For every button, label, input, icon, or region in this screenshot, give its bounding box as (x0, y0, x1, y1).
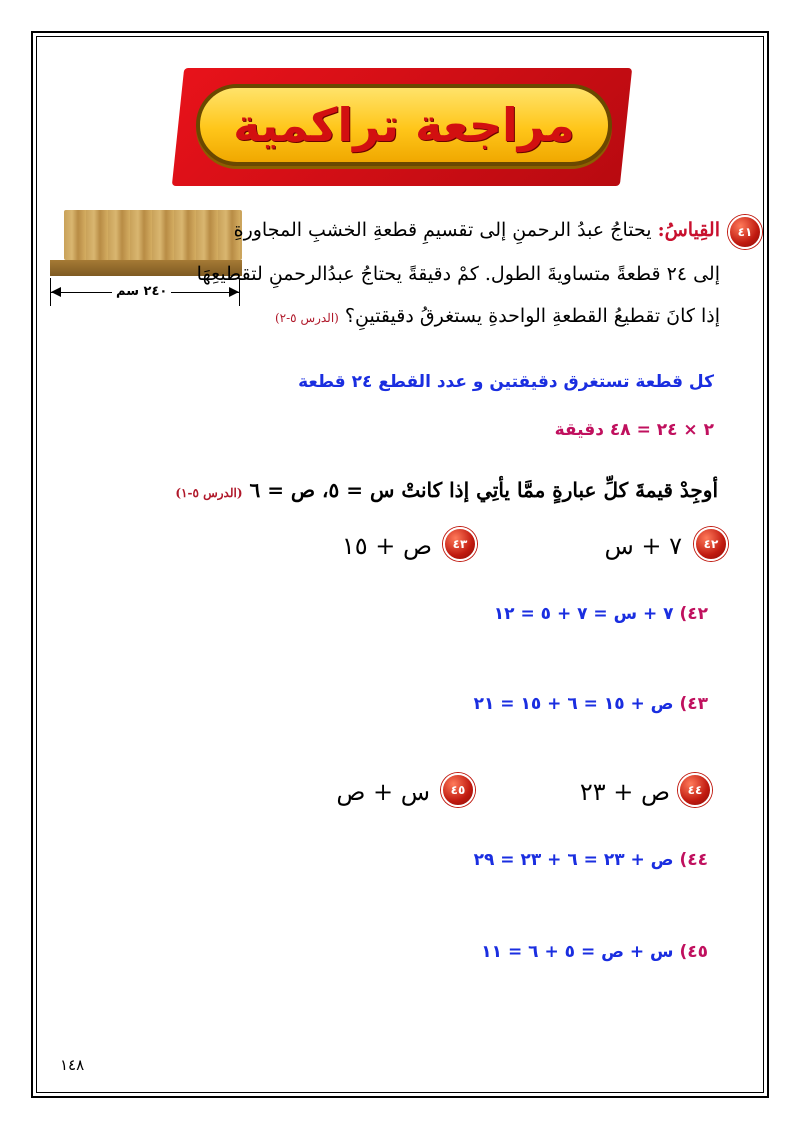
exercise-43-badge: ٤٣ (443, 527, 477, 561)
section-instruction: أوجِدْ قيمةَ كلِّ عبارةٍ ممَّا يأتِي إذا كانتْ س = ٥، ص = ٦ (الدرس ٥-١) (175, 478, 718, 502)
exercise-42-badge: ٤٢ (694, 527, 728, 561)
wood-board-top (64, 210, 242, 260)
exercise-42-expression: ٧ + س (604, 532, 682, 560)
exercise-44-badge: ٤٤ (678, 773, 712, 807)
answer-43: ٤٣) ص + ١٥ = ٦ + ١٥ = ٢١ (473, 694, 708, 714)
section-reference: (الدرس ٥-١) (175, 486, 243, 500)
problem-41-line-2: إلى ٢٤ قطعةً متساويةَ الطول. كمْ دقيقةً يحتاجُ عبدُالرحمنِ لتقطيعِهَا (196, 263, 720, 285)
answer-42: ٤٢) ٧ + س = ٧ + ٥ = ١٢ (493, 604, 708, 624)
problem-41-line-3: إذا كانَ تقطيعُ القطعةِ الواحدةِ يستغرقُ دقيقتينِ؟ (الدرس ٥-٢) (274, 305, 720, 327)
problem-41-badge: ٤١ (728, 215, 762, 249)
answer-41-line-2: ٢ × ٢٤ = ٤٨ دقيقة (554, 420, 714, 440)
board-length-label: ٢٤٠ سم (112, 284, 171, 300)
page-border-inner (36, 36, 764, 1093)
title-banner (196, 84, 612, 166)
problem-41-line-1: القِياسُ: يحتاجُ عبدُ الرحمنِ إلى تقسيمِ قطعةِ الخشبِ المجاورةِ (233, 219, 720, 241)
exercise-45-expression: س + ص (336, 778, 430, 806)
problem-41-label: القِياسُ: (657, 219, 720, 241)
answer-44: ٤٤) ص + ٢٣ = ٦ + ٢٣ = ٢٩ (473, 850, 708, 870)
page-title: مراجعة تراكمية (233, 98, 575, 152)
exercise-45-badge: ٤٥ (441, 773, 475, 807)
page-number: ١٤٨ (60, 1056, 85, 1074)
answer-41-line-1: كل قطعة تستغرق دقيقتين و عدد القطع ٢٤ قطعة (298, 372, 714, 392)
exercise-44-expression: ص + ٢٣ (579, 778, 670, 806)
problem-41-reference: (الدرس ٥-٢) (274, 311, 339, 325)
exercise-43-expression: ص + ١٥ (341, 532, 432, 560)
answer-45: ٤٥) س + ص = ٥ + ٦ = ١١ (481, 942, 708, 962)
